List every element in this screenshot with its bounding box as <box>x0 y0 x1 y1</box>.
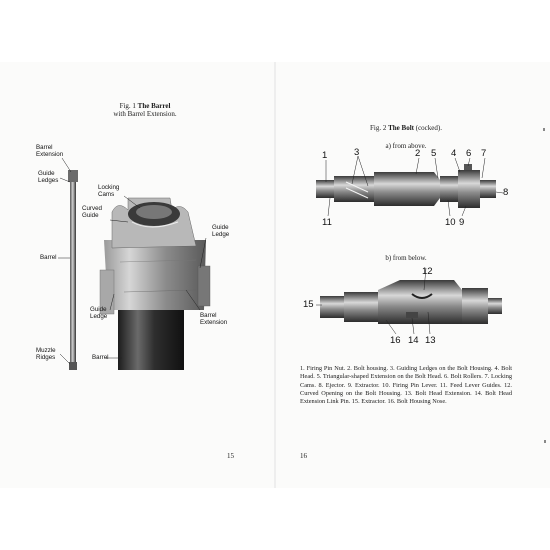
label-barrel: Barrel <box>40 254 57 261</box>
callout-7: 7 <box>481 148 487 159</box>
fig2-number: Fig. 2 <box>370 124 387 132</box>
bolt-view-below <box>316 268 502 334</box>
left-page <box>0 62 274 488</box>
view-b-caption: b) from below. <box>385 254 427 262</box>
muzzle-ridges-small <box>69 362 77 370</box>
page-number-left: 15 <box>227 452 234 460</box>
callout-3: 3 <box>354 147 360 158</box>
view-a-caption: a) from above. <box>385 142 427 150</box>
callout-10: 10 <box>445 217 456 228</box>
bolt-legend: 1. Firing Pin Nut. 2. Bolt housing. 3. Guiding Ledges on the Bolt Housing. 4. Bolt Head. 5. Triangular-shaped Extension on the Bolt Head. 6. Bolt Rollers. 7. Locking Cams. 8. Ejector. 9. Extractor. 10. Firing Pin Lever. 11. Feed Lever Guides. 12. Curved Opening on the Bolt Housing. 13. Bolt Head Extension. 14. Bolt Head Extension Link Pin. 15. Extractor. 16. Bolt Housing Nose. <box>300 365 512 406</box>
callout-11: 11 <box>322 217 332 228</box>
barrel-extension-small <box>68 170 78 182</box>
fig1-subtitle: with Barrel Extension. <box>113 110 177 118</box>
label-muzzle-ridges: Muzzle Ridges <box>36 347 56 361</box>
callout-9: 9 <box>459 217 465 228</box>
scan-speck <box>543 128 545 131</box>
fig1-title: The Barrel <box>137 102 171 110</box>
callout-16: 16 <box>390 335 401 346</box>
bolt-view-above <box>316 156 503 216</box>
label-curved-guide: Curved Guide <box>82 205 102 219</box>
bolt-figure <box>276 62 550 488</box>
label-barrel-extension-right: Barrel Extension <box>200 312 228 326</box>
callout-15: 15 <box>303 299 314 310</box>
callout-13: 13 <box>425 335 436 346</box>
callout-5: 5 <box>431 148 437 159</box>
callout-1: 1 <box>322 150 328 161</box>
label-guide-ledge-left: Guide Ledge <box>90 306 108 320</box>
label-barrel-bottom: Barrel <box>92 354 109 361</box>
callout-14: 14 <box>408 335 419 346</box>
barrel-extension-block <box>104 240 206 310</box>
scan-speck <box>544 440 546 443</box>
fig2-suffix: (cocked). <box>415 124 442 132</box>
fig2-title: The Bolt <box>388 124 414 132</box>
label-locking-cams: Locking Cams <box>98 184 120 198</box>
barrel-figure <box>0 62 274 488</box>
label-guide-ledge-right: Guide Ledge <box>212 224 230 238</box>
callout-12: 12 <box>422 266 433 277</box>
barrel-rod <box>70 176 76 368</box>
page-number-right: 16 <box>300 452 307 460</box>
callout-8: 8 <box>503 187 509 198</box>
fig1-number: Fig. 1 <box>119 102 136 110</box>
right-page <box>276 62 550 488</box>
callout-2: 2 <box>415 148 421 159</box>
callout-4: 4 <box>451 148 457 159</box>
label-guide-ledges: Guide Ledges <box>38 170 59 184</box>
callout-6: 6 <box>466 148 472 159</box>
label-barrel-extension: Barrel Extension <box>36 144 64 158</box>
